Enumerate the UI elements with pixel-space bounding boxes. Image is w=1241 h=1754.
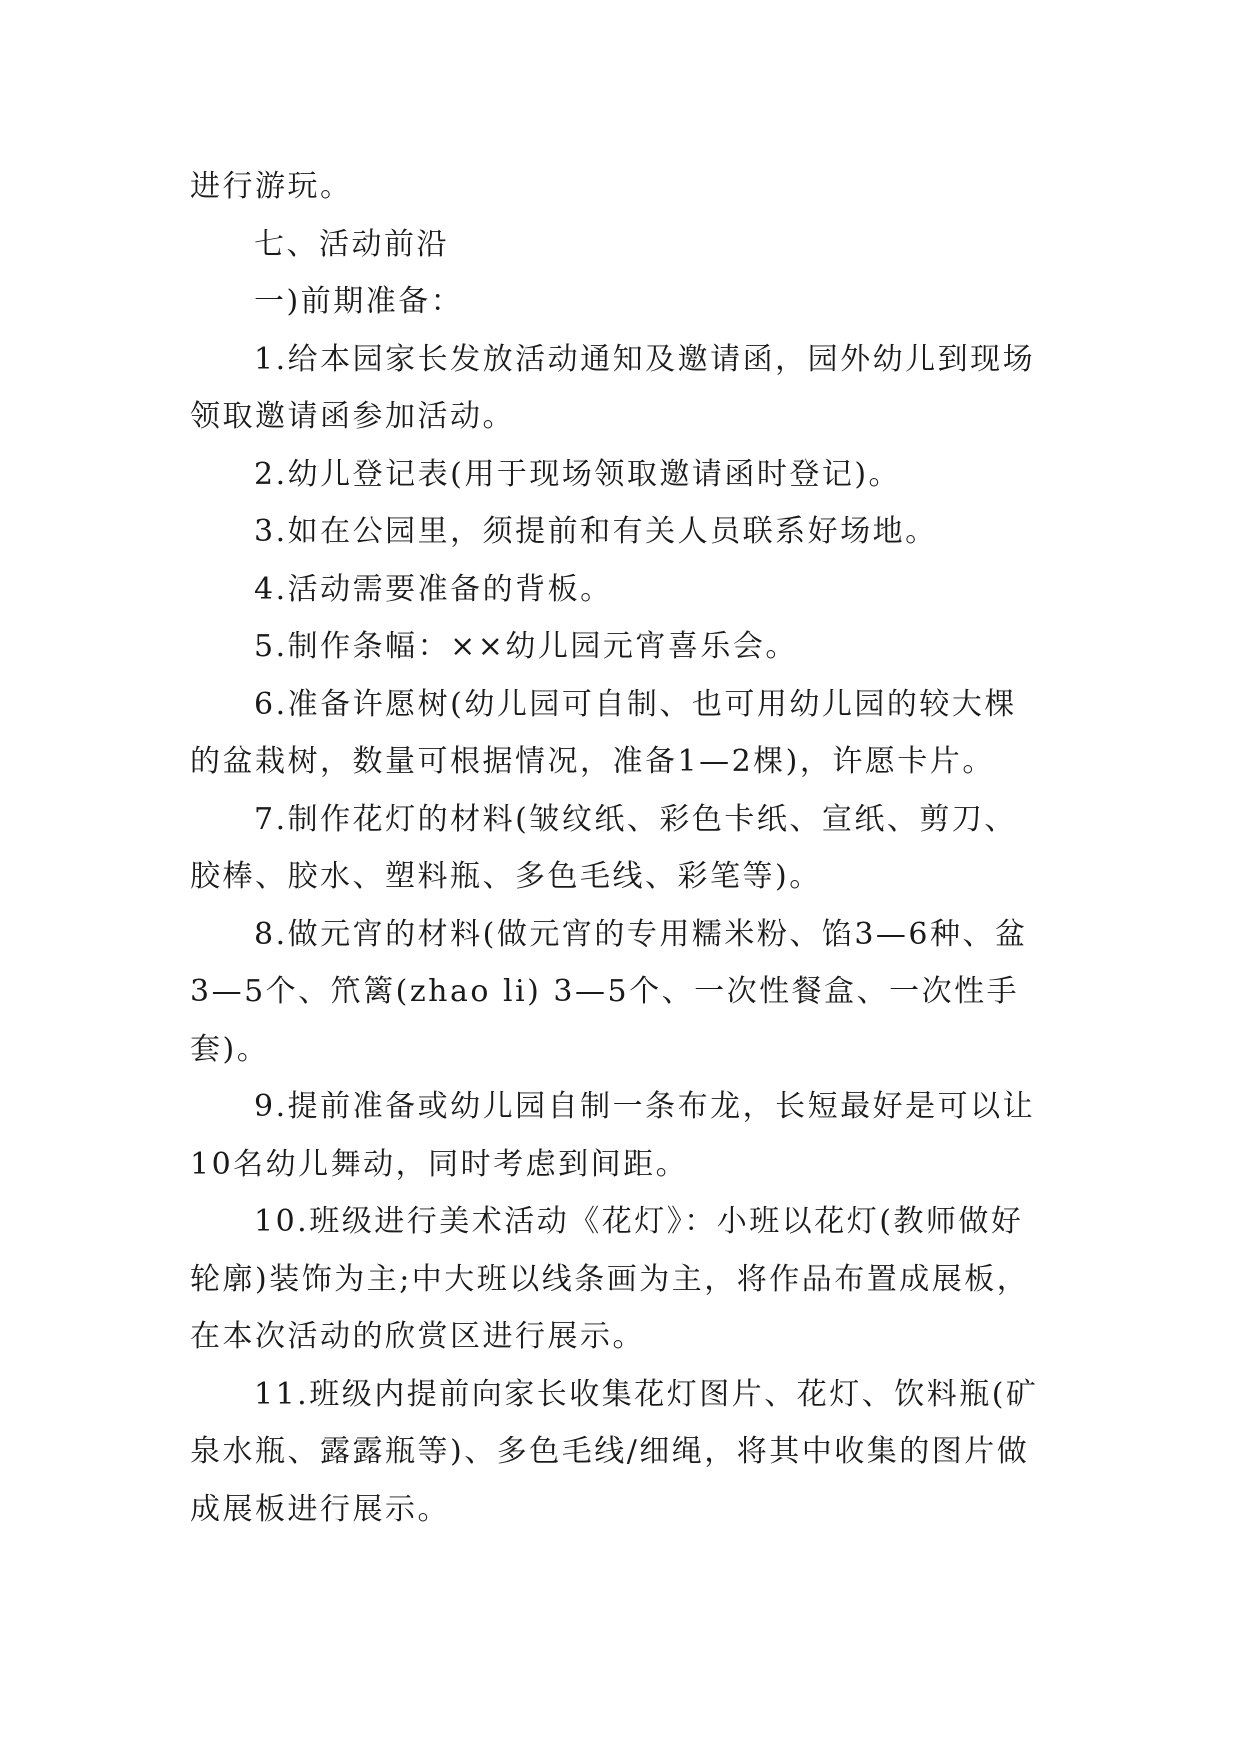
list-item-3: 3.如在公园里，须提前和有关人员联系好场地。 — [254, 514, 938, 549]
list-item-9-line-2: 10名幼儿舞动，同时考虑到间距。 — [190, 1146, 689, 1182]
list-item-4: 4.活动需要准备的背板。 — [254, 571, 613, 607]
list-item-11-line-1: 11.班级内提前向家长收集花灯图片、花灯、饮料瓶(矿 — [254, 1376, 1039, 1412]
list-item-9-line-1: 9.提前准备或幼儿园自制一条布龙，长短最好是可以让 — [254, 1089, 1036, 1124]
list-item-5: 5.制作条幅：××幼儿园元宵喜乐会。 — [254, 629, 798, 664]
list-item-10-line-3: 在本次活动的欣赏区进行展示。 — [190, 1319, 645, 1354]
list-item-8-line-1: 8.做元宵的材料(做元宵的专用糯米粉、馅3—6种、盆 — [254, 916, 1028, 952]
list-item-11-line-3: 成展板进行展示。 — [190, 1491, 450, 1527]
list-item-7-line-2: 胶棒、胶水、塑料瓶、多色毛线、彩笔等)。 — [190, 859, 822, 894]
list-item-1-line-1: 1.给本园家长发放活动通知及邀请函，园外幼儿到现场 — [254, 341, 1036, 377]
section-heading: 七、活动前沿 — [254, 226, 449, 262]
text-line-1: 进行游玩。 — [190, 169, 353, 204]
list-item-6-line-1: 6.准备许愿树(幼儿园可自制、也可用幼儿园的较大棵 — [254, 686, 1017, 722]
list-item-10-line-2: 轮廓)装饰为主;中大班以线条画为主，将作品布置成展板， — [190, 1261, 1030, 1297]
list-item-7-line-1: 7.制作花灯的材料(皱纹纸、彩色卡纸、宣纸、剪刀、 — [254, 801, 1017, 837]
document-body — [190, 158, 1050, 1538]
subsection-heading: 一)前期准备： — [254, 284, 464, 319]
list-item-11-line-2: 泉水瓶、露露瓶等)、多色毛线/细绳，将其中收集的图片做 — [190, 1434, 1030, 1469]
list-item-6-line-2: 的盆栽树，数量可根据情况，准备1—2棵)，许愿卡片。 — [190, 744, 995, 779]
list-item-10-line-1: 10.班级进行美术活动《花灯》：小班以花灯(教师做好 — [254, 1204, 1024, 1239]
list-item-8-line-2: 3—5个、笊篱(zhao li) 3—5个、一次性餐盒、一次性手 — [190, 974, 1020, 1009]
list-item-1-line-2: 领取邀请函参加活动。 — [190, 399, 515, 434]
list-item-8-line-3: 套)。 — [190, 1031, 270, 1067]
list-item-2: 2.幼儿登记表(用于现场领取邀请函时登记)。 — [254, 456, 902, 492]
